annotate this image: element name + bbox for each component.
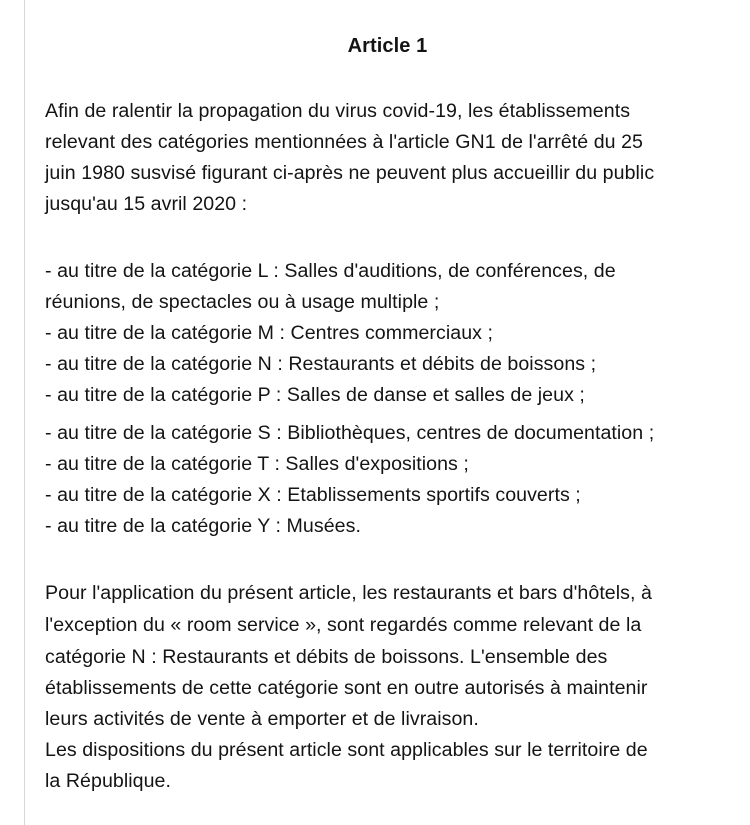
list-item: - au titre de la catégorie N : Restaurants et débits de boissons ; [45,353,597,375]
text-line: Les dispositions du présent article sont applicables sur le territoire de [45,739,648,761]
list-item: - au titre de la catégorie X : Etablissements sportifs couverts ; [45,484,581,506]
list-item: - au titre de la catégorie T : Salles d'expositions ; [45,453,469,475]
text-line: Pour l'application du présent article, les restaurants et bars d'hôtels, à [45,582,652,604]
article-title: Article 1 [347,35,428,57]
text-line: relevant des catégories mentionnées à l'article GN1 de l'arrêté du 25 [45,131,643,153]
text-line: catégorie N : Restaurants et débits de boissons. L'ensemble des [45,646,608,668]
text-line: juin 1980 susvisé figurant ci-après ne peuvent plus accueillir du public [45,162,655,184]
list-item: - au titre de la catégorie M : Centres commerciaux ; [45,322,493,344]
list-item: - au titre de la catégorie S : Bibliothèques, centres de documentation ; [45,422,655,444]
list-item-continuation: réunions, de spectacles ou à usage multiple ; [45,291,440,313]
text-line: jusqu'au 15 avril 2020 : [45,193,248,215]
text-line: l'exception du « room service », sont regardés comme relevant de la [45,614,642,636]
document-page [24,0,750,825]
text-line: Afin de ralentir la propagation du virus covid-19, les établissements [45,100,631,122]
list-item: - au titre de la catégorie L : Salles d'auditions, de conférences, de [45,260,616,282]
list-item: - au titre de la catégorie P : Salles de danse et salles de jeux ; [45,384,585,406]
list-item: - au titre de la catégorie Y : Musées. [45,515,361,537]
text-line: leurs activités de vente à emporter et de livraison. [45,708,479,730]
text-line: établissements de cette catégorie sont en outre autorisés à maintenir [45,677,648,699]
text-line: la République. [45,770,171,792]
